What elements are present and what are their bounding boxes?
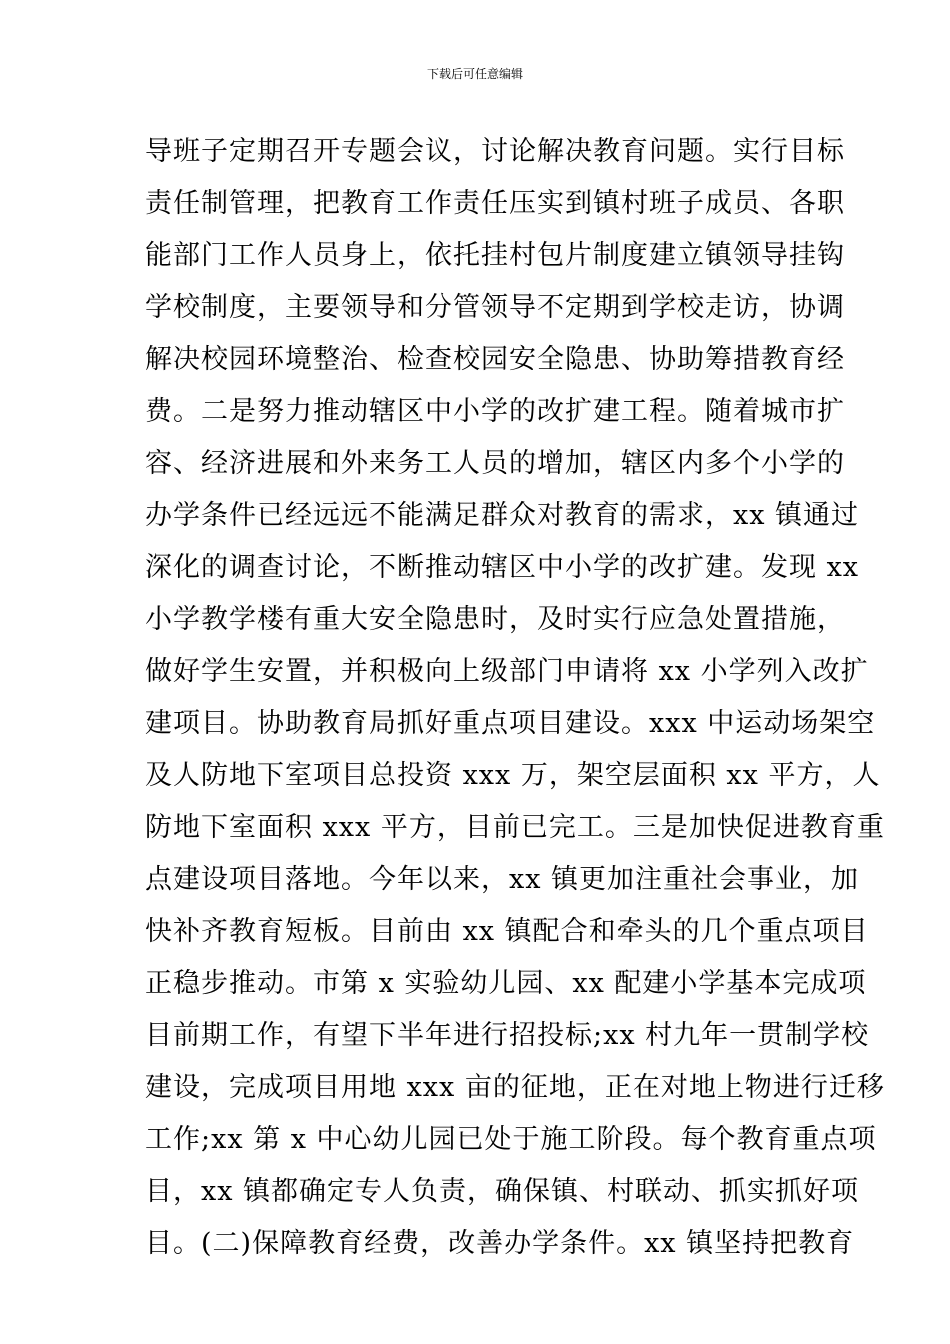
body-line: 学校制度，主要领导和分管领导不定期到学校走访，协调	[145, 292, 845, 323]
body-line: 责任制管理，把教育工作责任压实到镇村班子成员、各职	[145, 188, 845, 219]
body-line: 快补齐教育短板。目前由 xx 镇配合和牵头的几个重点项目	[145, 916, 869, 947]
body-line: 工作;xx 第 x 中心幼儿园已处于施工阶段。每个教育重点项	[145, 1124, 877, 1155]
body-line: 导班子定期召开专题会议，讨论解决教育问题。实行目标	[145, 136, 845, 167]
body-line: 正稳步推动。市第 x 实验幼儿园、xx 配建小学基本完成项	[145, 968, 867, 999]
body-line: 做好学生安置，并积极向上级部门申请将 xx 小学列入改扩	[145, 656, 869, 687]
body-line: 建项目。协助教育局抓好重点项目建设。xxx 中运动场架空	[145, 708, 876, 739]
body-line: 能部门工作人员身上，依托挂村包片制度建立镇领导挂钩	[145, 240, 845, 271]
body-line: 深化的调查讨论，不断推动辖区中小学的改扩建。发现 xx	[145, 552, 860, 583]
body-line: 目，xx 镇都确定专人负责，确保镇、村联动、抓实抓好项	[145, 1176, 860, 1207]
body-line: 点建设项目落地。今年以来，xx 镇更加注重社会事业，加	[145, 864, 860, 895]
body-line: 办学条件已经远远不能满足群众对教育的需求，xx 镇通过	[145, 500, 860, 531]
header-note: 下载后可任意编辑	[426, 67, 523, 81]
body-line: 目前期工作，有望下半年进行招投标;xx 村九年一贯制学校	[145, 1020, 870, 1051]
body-line: 解决校园环境整治、检查校园安全隐患、协助筹措教育经	[145, 344, 845, 375]
body-line: 防地下室面积 xxx 平方，目前已完工。三是加快促进教育重	[145, 812, 885, 843]
body-line: 容、经济进展和外来务工人员的增加，辖区内多个小学的	[145, 448, 845, 479]
body-line: 目。(二)保障教育经费，改善办学条件。xx 镇坚持把教育	[145, 1228, 855, 1259]
body-line: 建设，完成项目用地 xxx 亩的征地，正在对地上物进行迁移	[145, 1072, 885, 1103]
body-text	[145, 126, 885, 1270]
body-line: 小学教学楼有重大安全隐患时，及时实行应急处置措施，	[145, 604, 845, 635]
body-line: 及人防地下室项目总投资 xxx 万，架空层面积 xx 平方，人	[145, 760, 881, 791]
body-line: 费。二是努力推动辖区中小学的改扩建工程。随着城市扩	[145, 396, 845, 427]
